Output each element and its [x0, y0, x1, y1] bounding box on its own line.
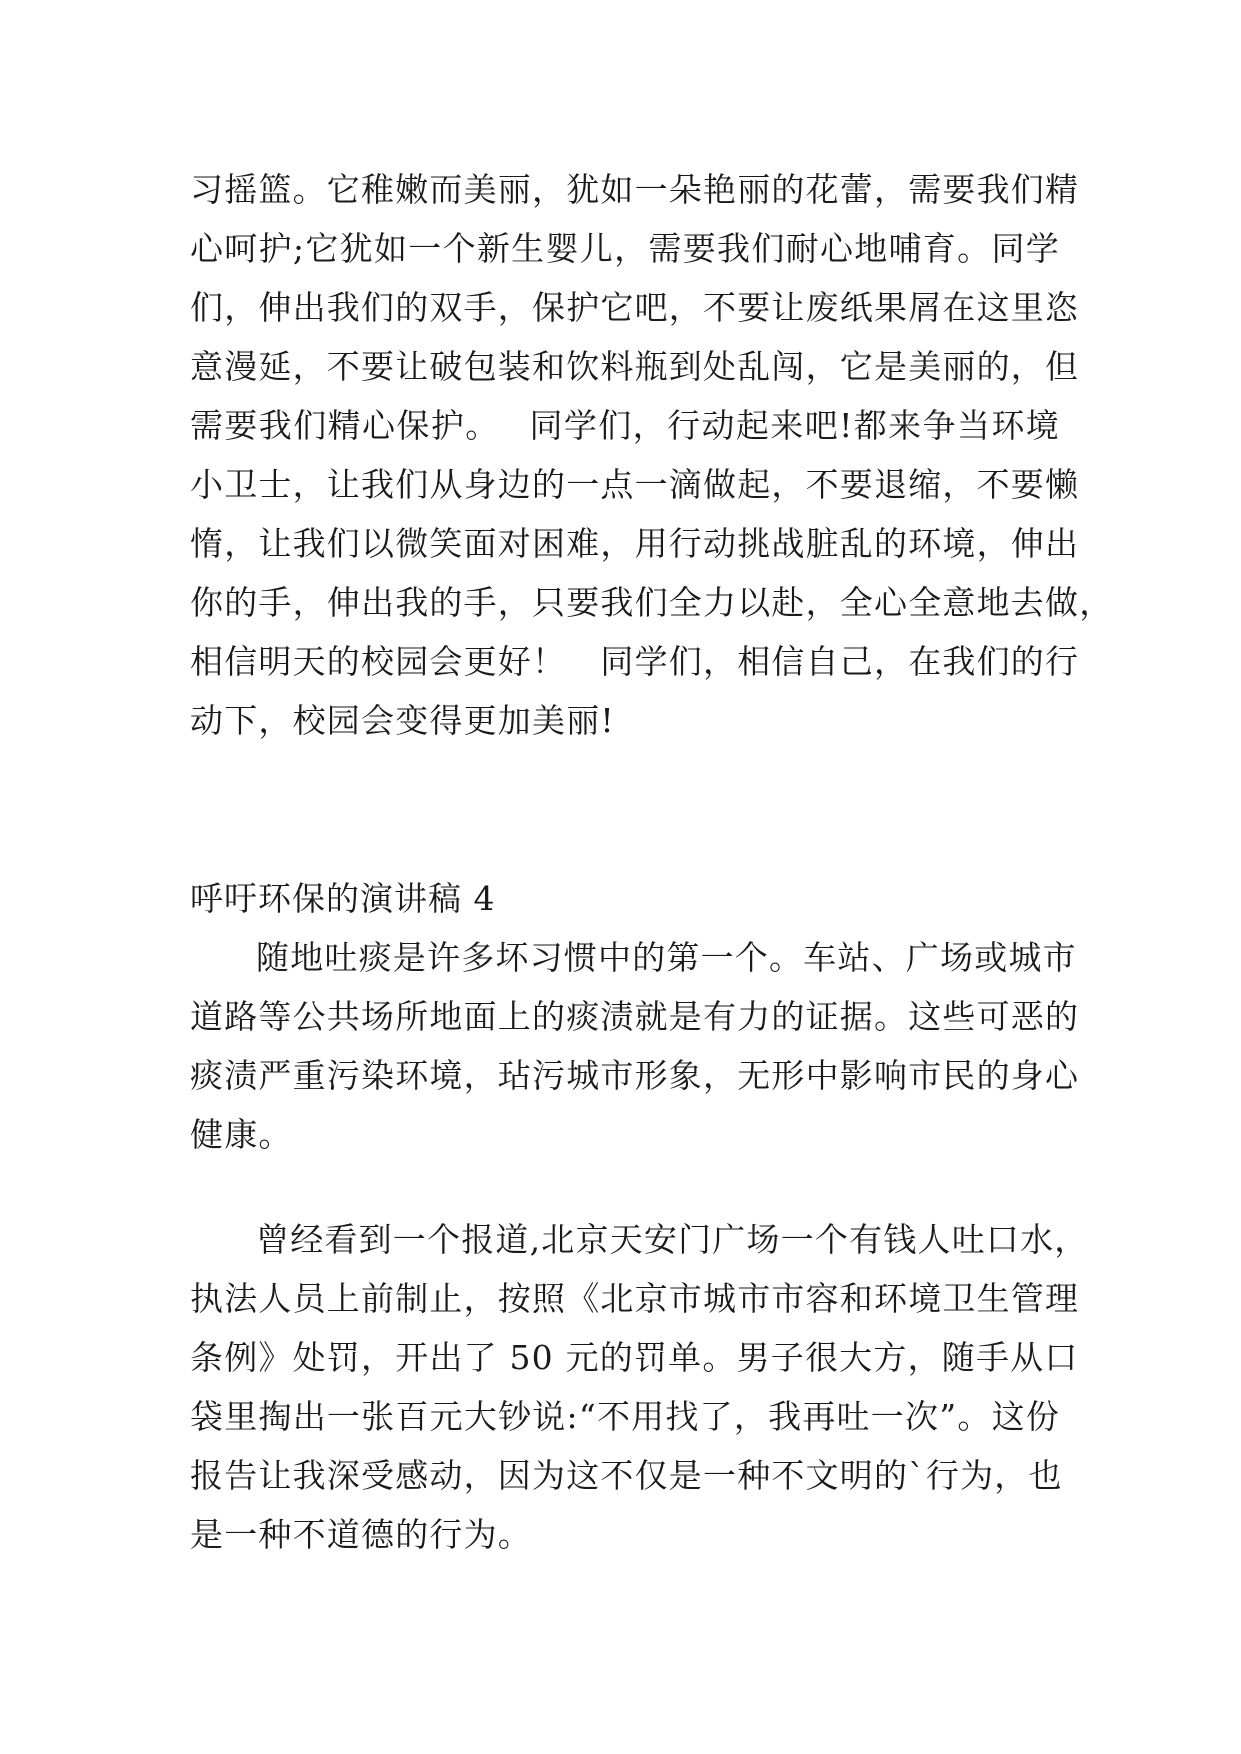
paragraph-spitting	[190, 928, 1080, 1164]
text-line: 需要我们精心保护。 同学们，行动起来吧!都来争当环境	[190, 406, 1060, 445]
text-line: 痰渍严重污染环境，玷污城市形象，无形中影响市民的身心	[190, 1056, 1080, 1095]
paragraph-news-report	[190, 1210, 1089, 1564]
text-line: 随地吐痰是许多坏习惯中的第一个。车站、广场或城市	[256, 938, 1077, 977]
text-line: 意漫延，不要让破包装和饮料瓶到处乱闯，它是美丽的，但	[190, 347, 1080, 386]
text-line: 你的手，伸出我的手，只要我们全力以赴，全心全意地去做，	[190, 583, 1114, 622]
text-line: 是一种不道德的行为。	[190, 1515, 532, 1554]
text-line: 动下，校园会变得更加美丽!	[190, 701, 615, 740]
text-line: 心呵护;它犹如一个新生婴儿，需要我们耐心地哺育。同学	[190, 229, 1060, 268]
text-line: 惰，让我们以微笑面对困难，用行动挑战脏乱的环境，伸出	[190, 524, 1080, 563]
section-title: 呼吁环保的演讲稿 4	[190, 879, 496, 918]
text-line: 们，伸出我们的双手，保护它吧，不要让废纸果屑在这里恣	[190, 288, 1080, 327]
text-line: 袋里掏出一张百元大钞说:“不用找了，我再吐一次”。这份	[190, 1397, 1060, 1436]
text-line: 报告让我深受感动，因为这不仅是一种不文明的`行为，也	[190, 1456, 1063, 1495]
text-line: 健康。	[190, 1115, 293, 1154]
text-line: 曾经看到一个报道,北京天安门广场一个有钱人吐口水，	[256, 1220, 1089, 1259]
text-line: 习摇篮。它稚嫩而美丽，犹如一朵艳丽的花蕾，需要我们精	[190, 170, 1080, 209]
text-line: 执法人员上前制止，按照《北京市城市市容和环境卫生管理	[190, 1279, 1080, 1318]
text-line: 相信明天的校园会更好！ 同学们，相信自己，在我们的行	[190, 642, 1080, 681]
text-line: 道路等公共场所地面上的痰渍就是有力的证据。这些可恶的	[190, 997, 1080, 1036]
text-line: 条例》处罚，开出了 50 元的罚单。男子很大方，随手从口	[190, 1338, 1079, 1377]
text-line: 小卫士，让我们从身边的一点一滴做起，不要退缩，不要懒	[190, 465, 1080, 504]
continuation-paragraph	[190, 160, 1114, 750]
